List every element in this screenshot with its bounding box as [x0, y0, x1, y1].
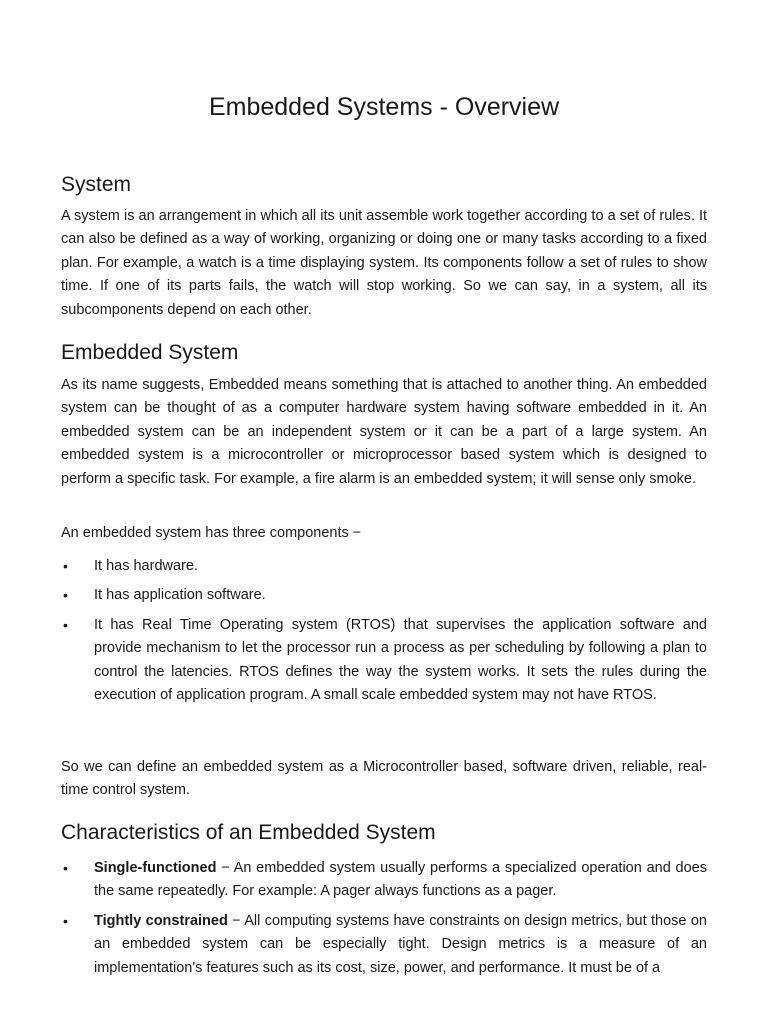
embedded-paragraph-2: An embedded system has three components − — [61, 525, 362, 541]
list-item — [61, 555, 707, 578]
list-item-text: It has application software. — [94, 587, 266, 604]
characteristic-term: Tightly constrained — [94, 912, 228, 929]
list-item — [61, 910, 707, 980]
bullet-icon: • — [63, 558, 68, 574]
embedded-paragraph-3: So we can define an embedded system as a Microcontroller based, software driven, reliable, real-time control system. — [61, 759, 707, 799]
characteristics-list — [61, 857, 707, 980]
embedded-paragraph-1: As its name suggests, Embedded means something that is attached to another thing. An embedded system can be thought of as a computer hardware system having software embedded in it. An embedded system can be an independent system or it can be a part of a large system. An embedded system is a microcontroller or microprocessor based system which is designed to perform a specific task. For example, a fire alarm is an embedded system; it will sense only smoke. — [61, 377, 707, 487]
list-item — [61, 614, 707, 708]
list-item — [61, 857, 707, 904]
bullet-icon: • — [63, 912, 68, 929]
section-heading-characteristics: Characteristics of an Embedded System — [61, 821, 436, 844]
section-heading-system: System — [61, 173, 132, 196]
characteristic-term: Single-functioned — [94, 860, 217, 876]
list-item-text: It has Real Time Operating system (RTOS) that supervises the application software and provide mechanism to let the processor run a process as per scheduling by following a plan to control the latencies. RTOS defines the way the system works. It sets the rules during the execution of application program. A small scale embedded system may not have RTOS. — [94, 616, 707, 704]
characteristic-text: − An embedded system usually performs a specialized operation and does the same repeatedly. For example: A pager always functions as a pager. — [94, 860, 707, 900]
list-item — [61, 584, 707, 607]
page-title: Embedded Systems - Overview — [208, 93, 560, 121]
bullet-icon: • — [63, 860, 68, 876]
section-heading-embedded-system: Embedded System — [61, 341, 239, 364]
list-item-text: It has hardware. — [94, 558, 198, 574]
system-paragraph: A system is an arrangement in which all its unit assemble work together according to a set of rules. It can also be defined as a way of working, organizing or doing one or many tasks according to a fixed plan. For example, a watch is a time displaying system. Its components follow a set of rules to show time. If one of its parts fails, the watch will stop working. So we can say, in a system, all its subcomponents depend on each other. — [61, 208, 707, 318]
bullet-icon: • — [63, 616, 68, 633]
bullet-icon: • — [63, 587, 68, 604]
components-list — [61, 555, 707, 707]
characteristic-text: − All computing systems have constraints on design metrics, but those on an embedded system can be especially tight. Design metrics is a measure of an implementation's features such as its cost, size, power, and performance. It must be of a — [94, 912, 707, 976]
